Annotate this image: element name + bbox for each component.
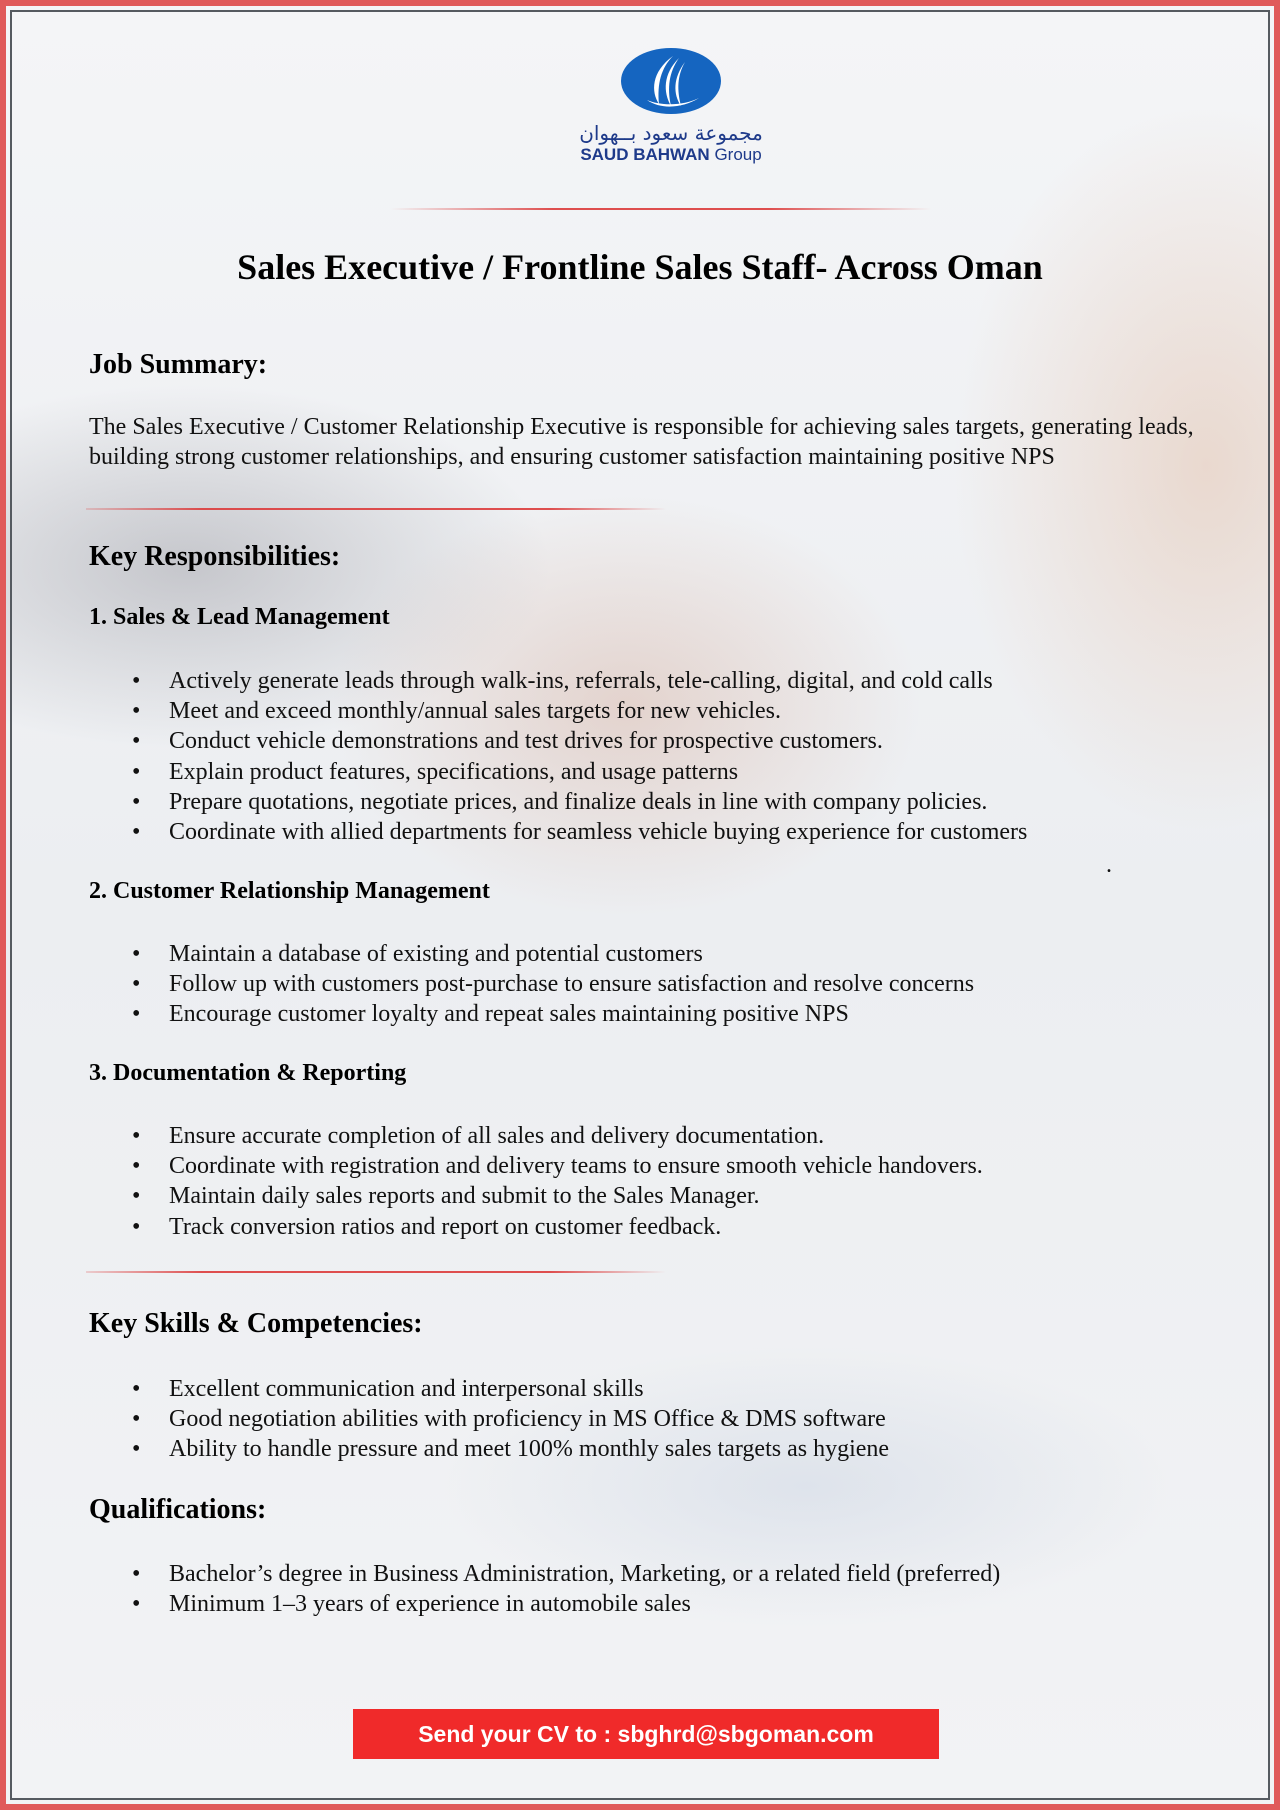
key-skills-heading: Key Skills & Competencies:	[89, 1308, 423, 1339]
send-cv-banner[interactable]: Send your CV to : sbghrd@sbgoman.com	[353, 1709, 939, 1759]
trailing-period: .	[1106, 852, 1112, 878]
list-item: • Explain product features, specifications, and usage patterns	[169, 757, 1027, 787]
list-crm	[169, 939, 974, 1030]
section-title-crm: 2. Customer Relationship Management	[89, 878, 490, 904]
section-title-sales: 1. Sales & Lead Management	[89, 604, 390, 630]
section-title-documentation: 3. Documentation & Reporting	[89, 1060, 407, 1086]
logo-latin-text	[571, 145, 771, 165]
list-item: • Ability to handle pressure and meet 100% monthly sales targets as hygiene	[169, 1434, 889, 1464]
divider-top	[391, 208, 931, 210]
list-item: • Encourage customer loyalty and repeat sales maintaining positive NPS	[169, 999, 974, 1029]
logo-company-name: SAUD BAHWAN	[580, 145, 710, 164]
list-documentation	[169, 1121, 983, 1242]
list-skills	[169, 1374, 889, 1465]
list-item: • Coordinate with allied departments for seamless vehicle buying experience for customers	[169, 817, 1027, 847]
list-item: • Prepare quotations, negotiate prices, and finalize deals in line with company policies.	[169, 787, 1027, 817]
job-summary-heading: Job Summary:	[89, 349, 268, 380]
list-item: • Actively generate leads through walk-ins, referrals, tele-calling, digital, and cold calls	[169, 666, 1027, 696]
key-responsibilities-heading: Key Responsibilities:	[89, 541, 341, 572]
list-item: • Maintain a database of existing and potential customers	[169, 939, 974, 969]
list-item: • Track conversion ratios and report on customer feedback.	[169, 1212, 983, 1242]
list-item: • Coordinate with registration and delivery teams to ensure smooth vehicle handovers.	[169, 1151, 983, 1181]
list-item: • Maintain daily sales reports and submit to the Sales Manager.	[169, 1181, 983, 1211]
list-item: • Bachelor’s degree in Business Administration, Marketing, or a related field (preferred)	[169, 1559, 1000, 1589]
list-qualifications	[169, 1559, 1000, 1619]
list-sales	[169, 666, 1027, 847]
list-item: • Meet and exceed monthly/annual sales targets for new vehicles.	[169, 696, 1027, 726]
sailboat-logo-icon	[621, 48, 721, 114]
logo-arabic-text: مجموعة سعود بــهوان	[579, 121, 763, 145]
list-item: • Excellent communication and interpersonal skills	[169, 1374, 889, 1404]
list-item: • Good negotiation abilities with proficiency in MS Office & DMS software	[169, 1404, 889, 1434]
divider-skills	[86, 1271, 666, 1273]
divider-responsibilities	[86, 508, 666, 510]
logo-group-word: Group	[714, 145, 762, 164]
qualifications-heading: Qualifications:	[89, 1494, 267, 1525]
list-item: • Conduct vehicle demonstrations and test drives for prospective customers.	[169, 726, 1027, 756]
saud-bahwan-logo	[571, 48, 771, 178]
list-item: • Follow up with customers post-purchase to ensure satisfaction and resolve concerns	[169, 969, 974, 999]
list-item: • Ensure accurate completion of all sales and delivery documentation.	[169, 1121, 983, 1151]
page-title: Sales Executive / Frontline Sales Staff- Across Oman	[237, 247, 1043, 287]
list-item: • Minimum 1–3 years of experience in automobile sales	[169, 1589, 1000, 1619]
job-summary-text: The Sales Executive / Customer Relationship Executive is responsible for achieving sales targets, generating leads, building strong customer relationships, and ensuring customer satisfaction maintaining positive NPS	[89, 414, 1194, 470]
